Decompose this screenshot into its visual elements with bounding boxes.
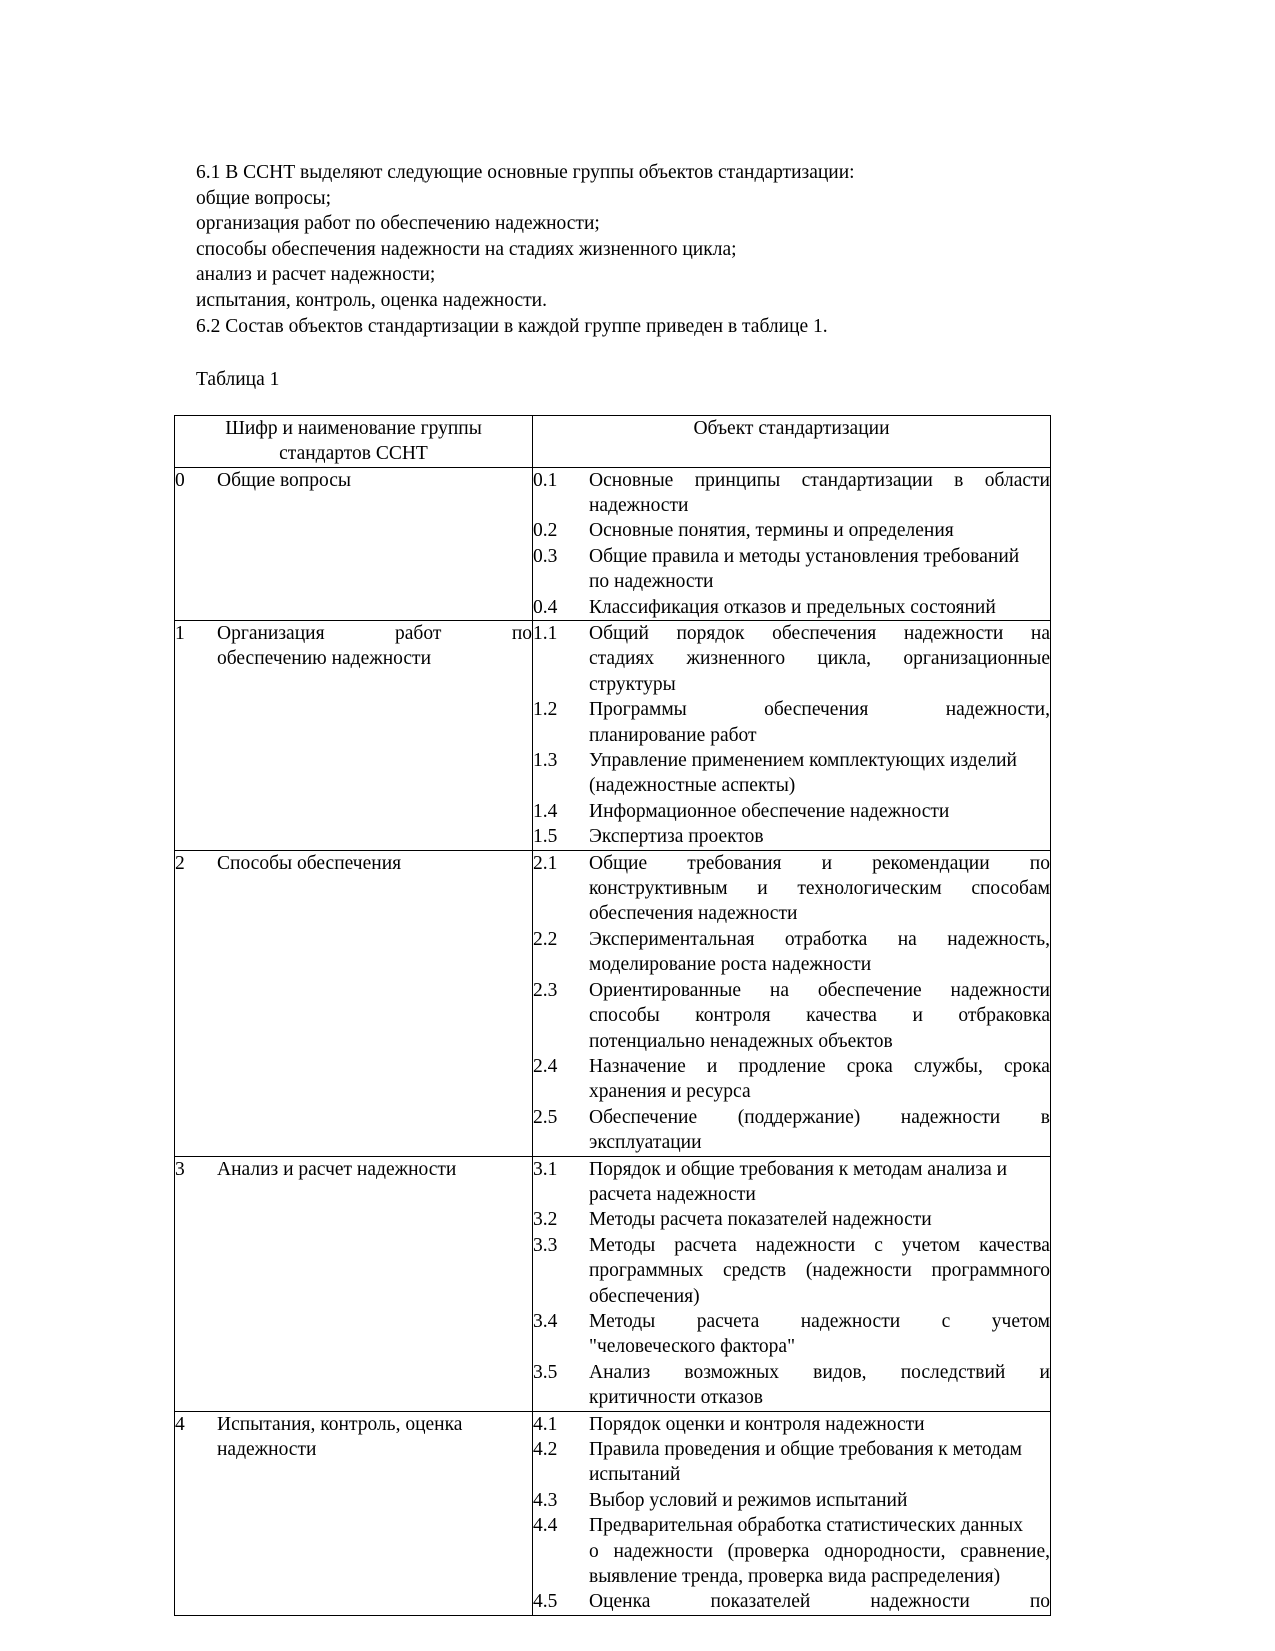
object-code: 3.5 — [533, 1361, 558, 1383]
object-code: 4.2 — [533, 1439, 558, 1460]
object-text-line: выявление тренда, проверка вида распределения) — [589, 1566, 1001, 1588]
group-name — [217, 621, 532, 672]
object-text-line: Методы расчета надежности с учетом качества — [589, 1234, 1050, 1256]
object-item — [533, 595, 1050, 620]
object-text — [589, 1589, 1050, 1614]
object-text — [589, 824, 1050, 849]
object-text — [589, 799, 1050, 824]
object-text — [589, 595, 1050, 620]
object-text-line: надежности — [589, 494, 689, 516]
group-name — [217, 851, 532, 876]
group-name-line: Общие вопросы — [217, 469, 351, 491]
object-item — [533, 1207, 1050, 1232]
object-text-line: Программы обеспечения надежности, — [589, 699, 1050, 721]
object-text-line: Общие требования и рекомендации по — [589, 852, 1050, 874]
object-text — [589, 1513, 1050, 1589]
object-code: 4.4 — [533, 1515, 558, 1537]
group-cell — [175, 467, 533, 620]
object-item — [533, 697, 1050, 748]
group-code: 0 — [175, 469, 185, 491]
object-text — [589, 1054, 1050, 1105]
object-text-line: Порядок и общие требования к методам анализа и — [589, 1158, 1008, 1180]
object-text-line: "человеческого фактора" — [589, 1336, 796, 1358]
group-cell — [175, 850, 533, 1156]
object-text-line: расчета надежности — [589, 1183, 756, 1205]
intro-paragraph — [196, 160, 1076, 339]
object-text — [589, 1233, 1050, 1309]
page-content — [175, 160, 1076, 1616]
column-header-group — [175, 415, 533, 467]
object-text-line: структуры — [589, 673, 676, 695]
object-code: 0.2 — [533, 520, 558, 542]
objects-cell — [533, 1156, 1051, 1411]
object-code: 0.3 — [533, 545, 558, 567]
object-item — [533, 518, 1050, 543]
object-text — [589, 1437, 1050, 1488]
table-header-row — [175, 415, 1051, 467]
object-text-line: эксплуатации — [589, 1132, 702, 1154]
object-text-line: Оценка показателей надежности по — [589, 1591, 1050, 1613]
group-name-line: Способы обеспечения — [217, 852, 402, 874]
object-code: 1.1 — [533, 623, 558, 644]
object-text-line: по надежности — [589, 571, 714, 593]
object-text-line: Порядок оценки и контроля надежности — [589, 1413, 925, 1435]
object-text-line: хранения и ресурса — [589, 1081, 751, 1103]
object-text — [589, 1309, 1050, 1360]
table-caption: Таблица 1 — [196, 369, 280, 391]
object-item — [533, 1589, 1050, 1614]
object-code: 2.2 — [533, 928, 558, 950]
object-code: 3.4 — [533, 1310, 558, 1332]
object-text-line: Предварительная обработка статистических данных — [589, 1515, 1023, 1537]
objects-cell — [533, 1411, 1051, 1615]
objects-cell — [533, 621, 1051, 851]
object-item — [533, 1513, 1050, 1589]
object-code: 4.5 — [533, 1591, 558, 1613]
object-text-line: Основные принципы стандартизации в области — [589, 469, 1050, 491]
object-text-line: Назначение и продление срока службы, срока — [589, 1055, 1050, 1077]
table-row — [175, 467, 1051, 620]
object-code: 1.2 — [533, 699, 558, 721]
object-code: 2.1 — [533, 852, 558, 874]
object-code: 1.3 — [533, 750, 558, 772]
group-name — [217, 1157, 532, 1182]
table-row — [175, 621, 1051, 851]
intro-line: способы обеспечения надежности на стадиях жизненного цикла; — [196, 238, 737, 260]
intro-line: организация работ по обеспечению надежности; — [196, 213, 600, 235]
object-text-line: потенциально ненадежных объектов — [589, 1030, 893, 1052]
object-text — [589, 1157, 1050, 1208]
object-text-line: испытаний — [589, 1464, 681, 1486]
intro-line: 6.2 Состав объектов стандартизации в каждой группе приведен в таблице 1. — [196, 315, 828, 337]
object-text-line: Правила проведения и общие требования к методам — [589, 1439, 1022, 1460]
object-text — [589, 978, 1050, 1054]
object-text-line: планирование работ — [589, 724, 757, 746]
object-code: 4.3 — [533, 1489, 558, 1511]
object-text-line: Основные понятия, термины и определения — [589, 520, 954, 542]
object-text — [589, 1360, 1050, 1411]
object-text-line: обеспечения надежности — [589, 903, 798, 925]
object-text — [589, 1207, 1050, 1232]
intro-line: испытания, контроль, оценка надежности. — [196, 289, 547, 311]
group-name-line: Испытания, контроль, оценка — [217, 1413, 463, 1435]
object-code: 1.4 — [533, 800, 558, 822]
object-item — [533, 748, 1050, 799]
object-text-line: способы контроля качества и отбраковка — [589, 1005, 1050, 1027]
object-code: 2.5 — [533, 1106, 558, 1128]
object-item — [533, 978, 1050, 1054]
object-code: 2.3 — [533, 979, 558, 1001]
object-text-line: Методы расчета показателей надежности — [589, 1209, 932, 1231]
object-text — [589, 544, 1050, 595]
object-text-line: (надежностные аспекты) — [589, 775, 796, 797]
object-text — [589, 1488, 1050, 1513]
object-code: 3.3 — [533, 1234, 558, 1256]
object-text — [589, 1412, 1050, 1437]
object-text-line: Анализ возможных видов, последствий и — [589, 1361, 1050, 1383]
object-item — [533, 1309, 1050, 1360]
object-text — [589, 851, 1050, 927]
table-row — [175, 1156, 1051, 1411]
object-text — [589, 1105, 1050, 1156]
table-row — [175, 850, 1051, 1156]
group-name — [217, 1412, 532, 1463]
object-text-line: о надежности (проверка однородности, сравнение, — [589, 1540, 1050, 1562]
object-text-line: стадиях жизненного цикла, организационные — [589, 648, 1050, 670]
standardization-objects-table — [174, 415, 1051, 1616]
object-text — [589, 621, 1050, 697]
object-item — [533, 1233, 1050, 1309]
object-item — [533, 799, 1050, 824]
object-text-line: конструктивным и технологическим способам — [589, 878, 1050, 900]
object-text-line: Экспериментальная отработка на надежность, — [589, 928, 1050, 950]
object-text-line: Общие правила и методы установления требований — [589, 545, 1020, 567]
table-row — [175, 1411, 1051, 1615]
object-text — [589, 697, 1050, 748]
object-code: 0.1 — [533, 469, 558, 491]
object-text — [589, 927, 1050, 978]
object-text-line: программных средств (надежности программного — [589, 1260, 1050, 1282]
object-text-line: Информационное обеспечение надежности — [589, 800, 950, 822]
object-item — [533, 1360, 1050, 1411]
object-text — [589, 518, 1050, 543]
object-item — [533, 621, 1050, 697]
object-text-line: Ориентированные на обеспечение надежности — [589, 979, 1050, 1001]
group-code: 2 — [175, 852, 185, 874]
object-item — [533, 1157, 1050, 1208]
object-code: 3.1 — [533, 1158, 558, 1180]
object-code: 2.4 — [533, 1055, 558, 1077]
object-text-line: Выбор условий и режимов испытаний — [589, 1489, 908, 1511]
object-item — [533, 824, 1050, 849]
object-item — [533, 1105, 1050, 1156]
group-name-line: обеспечению надежности — [217, 648, 432, 670]
group-code: 4 — [175, 1413, 185, 1435]
group-name-line: надежности — [217, 1439, 317, 1460]
column-header-object: Объект стандартизации — [533, 415, 1051, 467]
group-cell — [175, 621, 533, 851]
object-text-line: Общий порядок обеспечения надежности на — [589, 623, 1050, 644]
object-text-line: Методы расчета надежности с учетом — [589, 1310, 1050, 1332]
intro-line: анализ и расчет надежности; — [196, 264, 436, 286]
group-code: 1 — [175, 623, 185, 644]
object-item — [533, 927, 1050, 978]
object-text-line: критичности отказов — [589, 1387, 763, 1409]
object-item — [533, 1054, 1050, 1105]
object-text-line: Обеспечение (поддержание) надежности в — [589, 1106, 1050, 1128]
object-code: 1.5 — [533, 826, 558, 848]
group-cell — [175, 1411, 533, 1615]
object-text-line: Классификация отказов и предельных состояний — [589, 596, 996, 618]
column-header-group-line1: Шифр и наименование группы — [225, 417, 482, 439]
object-text-line: Управление применением комплектующих изделий — [589, 750, 1017, 772]
object-item — [533, 851, 1050, 927]
column-header-group-line2: стандартов ССНТ — [279, 443, 428, 465]
object-text-line: обеспечения) — [589, 1285, 700, 1307]
object-item — [533, 468, 1050, 519]
group-name — [217, 468, 532, 493]
object-item — [533, 1488, 1050, 1513]
intro-line: 6.1 В ССНТ выделяют следующие основные группы объектов стандартизации: — [196, 162, 855, 183]
object-item — [533, 544, 1050, 595]
object-text-line: Экспертиза проектов — [589, 826, 764, 848]
group-name-line: Организация работ по — [217, 623, 532, 644]
objects-cell — [533, 850, 1051, 1156]
intro-line: общие вопросы; — [196, 187, 332, 209]
object-text — [589, 748, 1050, 799]
object-code: 3.2 — [533, 1209, 558, 1231]
group-cell — [175, 1156, 533, 1411]
object-text-line: моделирование роста надежности — [589, 954, 872, 976]
object-item — [533, 1437, 1050, 1488]
group-name-line: Анализ и расчет надежности — [217, 1158, 457, 1180]
objects-cell — [533, 467, 1051, 620]
group-code: 3 — [175, 1158, 185, 1180]
object-code: 4.1 — [533, 1413, 558, 1435]
object-text — [589, 468, 1050, 519]
object-code: 0.4 — [533, 596, 558, 618]
object-item — [533, 1412, 1050, 1437]
